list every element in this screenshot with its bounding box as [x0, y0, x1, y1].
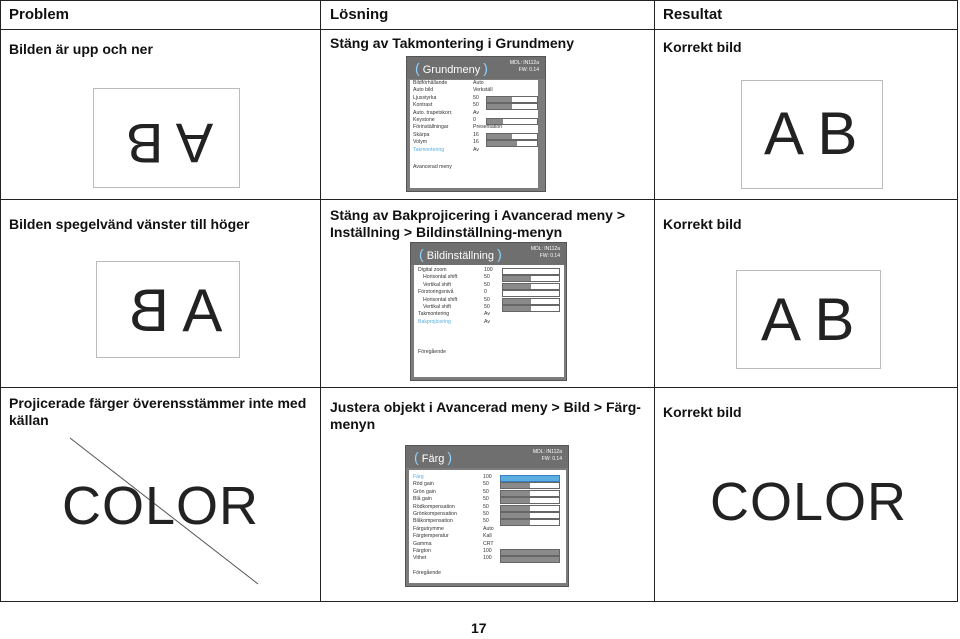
header-problem: Problem	[9, 6, 70, 23]
menu-item-value: Verkställ	[473, 87, 493, 94]
menu-item-label[interactable]: Färgtemperatur	[413, 533, 449, 540]
menu-item-label[interactable]: Takmontering	[418, 311, 450, 318]
menu-item-slider[interactable]	[486, 133, 538, 140]
menu-item-value: 50	[483, 481, 489, 488]
slider-fill	[501, 557, 559, 562]
row1-solution: Stäng av Takmontering i Grundmeny	[330, 35, 575, 51]
row-divider-2	[0, 387, 958, 388]
mirrored-text: A B	[129, 277, 223, 344]
menu-item-label[interactable]: Vertikal shift	[423, 281, 451, 288]
menu-item-label[interactable]: Vertikal shift	[423, 304, 451, 310]
menu-item-label[interactable]: Digital zoom	[418, 267, 447, 273]
correct-demo-2	[736, 270, 881, 369]
menu-item-label[interactable]: Färgton	[413, 548, 431, 554]
menu-item-value: 50	[484, 274, 490, 281]
menu-item-label[interactable]: Takmontering	[413, 146, 445, 153]
menu-item-slider[interactable]	[500, 556, 560, 563]
menu-item-value: 100	[483, 548, 492, 554]
row2-result: Korrekt bild	[663, 216, 742, 232]
menu-item-value: Av	[473, 146, 479, 153]
menu-item-slider[interactable]	[486, 140, 538, 147]
menu-item-value: 50	[473, 102, 479, 109]
correct-text-1: A B	[764, 100, 858, 167]
menu-item-value: 0	[473, 117, 476, 123]
upside-down-demo	[93, 88, 240, 188]
grundmeny-fw: FW: 0.14	[518, 67, 539, 73]
grundmeny-mdl: MDL: IN112a	[509, 60, 539, 66]
menu-item-value: 50	[483, 488, 489, 495]
menu-footer-link[interactable]: Föregående	[418, 349, 446, 355]
menu-item-label[interactable]: Ljusstyrka	[413, 94, 437, 101]
menu-item-label[interactable]: Blåkompensation	[413, 518, 453, 525]
menu-item-label[interactable]: Bakprojicering	[418, 318, 451, 325]
farg-fw: FW: 0.14	[541, 456, 562, 462]
menu-item-value: 50	[473, 94, 479, 101]
menu-item-value: 100	[484, 267, 493, 273]
grundmeny-menu	[406, 56, 546, 192]
correct-text-2: A B	[761, 286, 855, 353]
menu-item-label[interactable]: Röd gain	[413, 481, 434, 488]
slider-fill	[501, 506, 530, 511]
farg-menu	[405, 445, 569, 587]
menu-item-value: 50	[484, 304, 490, 310]
row3-solution: Justera objekt i Avancerad meny > Bild > Färg-menyn	[330, 399, 641, 432]
upside-down-text: A B	[126, 112, 214, 175]
correct-demo-1	[741, 80, 883, 189]
bildinstallning-panel	[414, 265, 564, 377]
menu-item-label[interactable]: Färgutrymme	[413, 525, 444, 532]
bildinstallning-menu	[410, 242, 567, 381]
bildinstallning-mdl: MDL: IN112a	[530, 246, 560, 252]
table-border-left	[0, 0, 1, 601]
menu-item-label[interactable]: Färg	[413, 474, 424, 480]
slider-fill	[501, 513, 530, 518]
row-divider-1	[0, 199, 958, 200]
menu-item-label[interactable]: Blå gain	[413, 496, 432, 503]
menu-item-value: 100	[483, 474, 492, 480]
header-divider	[0, 29, 958, 30]
menu-item-value: Av	[484, 311, 490, 318]
menu-item-slider[interactable]	[500, 490, 560, 497]
menu-item-value: 50	[483, 496, 489, 503]
slider-fill	[503, 276, 531, 281]
menu-item-slider[interactable]	[486, 96, 538, 103]
row3-result: Korrekt bild	[663, 404, 742, 420]
menu-item-value: 50	[484, 281, 490, 288]
correct-color-text: COLOR	[710, 472, 908, 532]
slider-fill	[487, 134, 512, 139]
farg-mdl: MDL: IN112a	[532, 449, 562, 455]
menu-item-value: Auto	[483, 525, 494, 532]
menu-item-label[interactable]: Keystone	[413, 117, 435, 123]
row3-problem: Projicerade färger överensstämmer inte med källan	[9, 395, 307, 428]
menu-item-value: CRT	[483, 540, 494, 547]
mirrored-demo	[96, 261, 240, 358]
menu-item-slider[interactable]	[500, 482, 560, 489]
menu-item-slider[interactable]	[500, 549, 560, 556]
row2-solution: Stäng av Bakprojicering i Avancerad meny > Inställning > Bildinställning-menyn	[330, 207, 626, 240]
grundmeny-panel	[410, 80, 538, 188]
menu-item-label[interactable]: Bildförhållande	[413, 80, 448, 86]
slider-fill	[487, 104, 512, 109]
menu-item-slider[interactable]	[502, 268, 560, 275]
menu-item-label[interactable]: Gamma	[413, 540, 432, 547]
menu-item-label[interactable]: Auto bild	[413, 87, 434, 94]
table-border-bottom	[0, 601, 958, 602]
slider-fill	[501, 498, 530, 503]
menu-item-slider[interactable]	[502, 305, 560, 312]
menu-item-slider[interactable]	[502, 298, 560, 305]
bildinstallning-fw: FW: 0.14	[539, 253, 560, 259]
menu-item-slider[interactable]	[500, 505, 560, 512]
menu-item-value: 50	[483, 511, 489, 517]
row1-result: Korrekt bild	[663, 39, 742, 55]
slider-fill	[501, 491, 530, 496]
slider-fill	[501, 476, 559, 481]
row1-problem: Bilden är upp och ner	[9, 41, 153, 57]
menu-item-slider[interactable]	[500, 497, 560, 504]
slider-fill	[503, 299, 531, 304]
menu-item-value: 0	[484, 289, 487, 296]
menu-item-slider[interactable]	[502, 283, 560, 290]
menu-item-value: Kall	[483, 533, 492, 540]
menu-item-value: 16	[473, 139, 479, 146]
table-border-right	[957, 0, 958, 601]
menu-item-label[interactable]: Grön gain	[413, 488, 436, 495]
grundmeny-title: ( Grundmeny )	[415, 60, 488, 76]
menu-item-label[interactable]: Horisontal shift	[423, 296, 458, 303]
slider-fill	[487, 119, 503, 124]
wrong-color-text: COLOR	[62, 476, 260, 536]
menu-item-label[interactable]: Kontrast	[413, 102, 433, 109]
menu-item-value: Av	[473, 109, 479, 116]
menu-item-label[interactable]: Skärpa	[413, 131, 430, 138]
menu-item-value: Av	[484, 318, 490, 325]
farg-panel	[409, 470, 566, 583]
col-divider-2	[654, 0, 655, 601]
menu-item-slider[interactable]	[502, 275, 560, 282]
slider-fill	[501, 550, 559, 555]
menu-item-label[interactable]: Rödkompensation	[413, 503, 455, 510]
menu-item-slider[interactable]	[500, 475, 560, 482]
menu-item-value: 50	[483, 503, 489, 510]
menu-item-value: Presentation	[473, 124, 503, 131]
menu-item-label[interactable]: Auto. trapetskorr.	[413, 109, 453, 116]
menu-item-value: 50	[484, 296, 490, 303]
slider-fill	[487, 97, 512, 102]
header-result: Resultat	[663, 6, 723, 23]
table-border-top	[0, 0, 958, 1]
farg-title: ( Färg )	[414, 449, 453, 465]
menu-item-slider[interactable]	[502, 290, 560, 297]
menu-item-label[interactable]: Förinställningar	[413, 124, 449, 131]
menu-item-value: 50	[483, 518, 489, 525]
header-solution: Lösning	[330, 6, 389, 23]
slider-fill	[501, 483, 530, 488]
menu-item-value: 100	[483, 555, 492, 562]
page-number: 17	[471, 620, 487, 636]
slider-fill	[501, 520, 530, 525]
menu-item-value: 16	[473, 131, 479, 138]
menu-item-label[interactable]: Volym	[413, 139, 428, 146]
bildinstallning-title: ( Bildinställning )	[419, 246, 502, 262]
slider-fill	[503, 306, 531, 311]
menu-item-label[interactable]: Förstoringsnivå	[418, 289, 454, 296]
menu-item-slider[interactable]	[486, 103, 538, 110]
menu-item-label[interactable]: Grönkompensation	[413, 511, 457, 517]
menu-item-value: Auto	[473, 80, 484, 86]
menu-item-label[interactable]: Vithet	[413, 555, 427, 562]
slider-fill	[503, 284, 531, 289]
menu-item-label[interactable]: Horisontal shift	[423, 274, 458, 281]
col-divider-1	[320, 0, 321, 601]
menu-item-slider[interactable]	[500, 519, 560, 526]
slider-fill	[487, 141, 517, 146]
menu-footer-link[interactable]: Avancerad meny	[413, 164, 452, 170]
menu-item-slider[interactable]	[500, 512, 560, 519]
row2-problem: Bilden spegelvänd vänster till höger	[9, 216, 250, 232]
menu-footer-link[interactable]: Föregående	[413, 570, 441, 576]
